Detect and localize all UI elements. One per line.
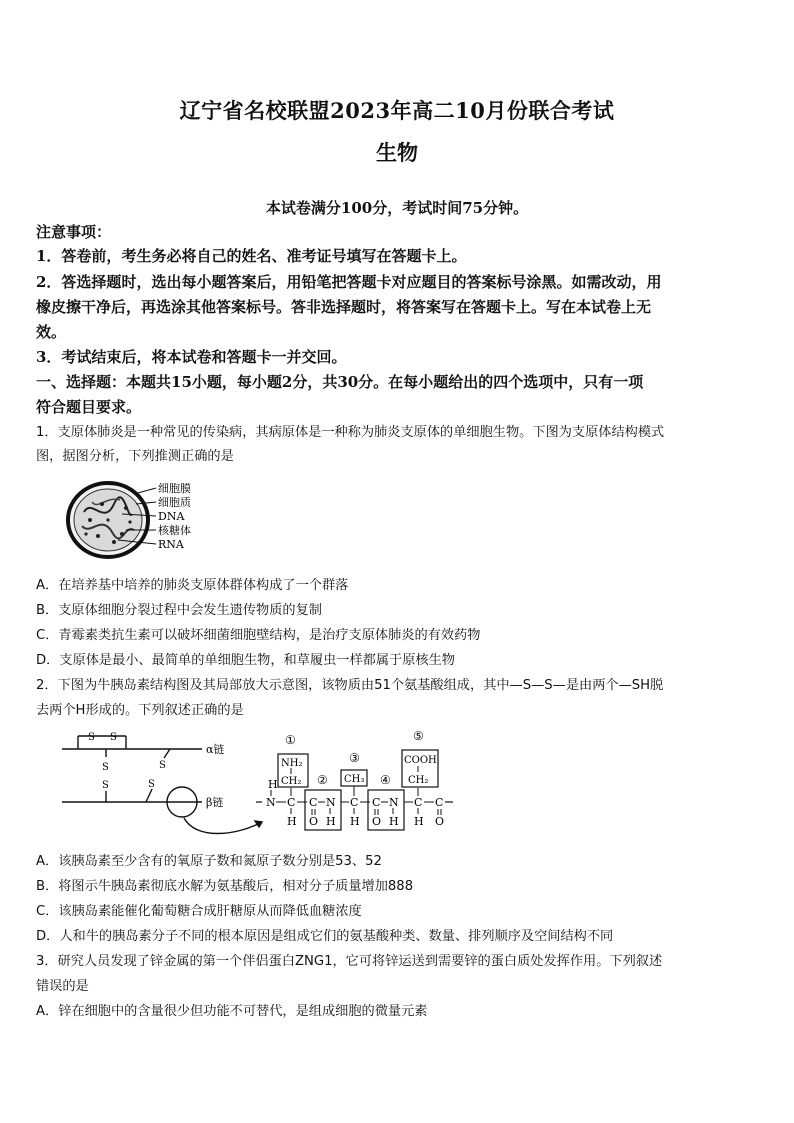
atom-h-c3: H [350,815,360,828]
q1-stem-line-2: 图，据图分析，下列推测正确的是 [36,449,234,464]
s-label-6: S [148,779,155,790]
insulin-structure-diagram [56,724,466,844]
s-label-5: S [159,760,166,771]
atom-c4: C [372,796,381,809]
label-cell-membrane: 细胞膜 [158,482,191,495]
atom-o6: O [435,815,445,828]
atom-h-c1: H [287,815,297,828]
atom-h-n4: H [389,815,399,828]
q1-option-b: B．支原体细胞分裂过程中会发生遗传物质的复制 [36,603,322,618]
label-dna: DNA [158,510,185,523]
beta-chain-label: β链 [206,796,224,809]
r1-ch2: CH₂ [281,776,302,787]
r5-cooh: COOH [404,755,437,766]
atom-o2: O [309,815,319,828]
s-label-4: S [102,780,109,791]
circled-4: ④ [380,773,391,787]
exam-title: 辽宁省名校联盟2023年高二10月份联合考试 [179,98,615,123]
notice-item-1: 1．答卷前，考生务必将自己的姓名、准考证号填写在答题卡上。 [36,247,467,265]
atom-c6: C [435,796,444,809]
atom-h-n1-top: H [268,778,278,791]
s-label-1: S [88,732,95,743]
atom-c3: C [350,796,359,809]
atom-n2: N [326,796,336,809]
atom-h-n2: H [326,815,336,828]
q3-stem-line-2: 错误的是 [36,979,89,994]
q1-option-c: C．青霉素类抗生素可以破坏细菌细胞壁结构，是治疗支原体肺炎的有效药物 [36,628,481,643]
atom-c1: C [287,796,296,809]
circled-3: ③ [349,751,360,765]
atom-c2: C [309,796,318,809]
r3-ch3: CH₃ [344,774,365,785]
atom-n4: N [389,796,399,809]
q2-stem-line-2: 去两个H形成的。下列叙述正确的是 [36,703,244,718]
q2-option-a: A．该胰岛素至少含有的氧原子数和氮原子数分别是53、52 [36,854,382,869]
atom-o4: O [372,815,382,828]
section-1-line-1: 一、选择题：本题共15小题，每小题2分，共30分。在每小题给出的四个选项中，只有一项 [36,373,644,391]
mycoplasma-structure-diagram [62,474,222,566]
q1-option-a: A．在培养基中培养的肺炎支原体群体构成了一个群落 [36,578,349,593]
atom-c5: C [414,796,423,809]
alpha-chain-label: α链 [206,743,225,756]
r5-ch2: CH₂ [408,775,429,786]
q2-option-b: B．将图示牛胰岛素彻底水解为氨基酸后，相对分子质量增加888 [36,879,414,894]
circled-5: ⑤ [413,729,424,743]
q1-option-d: D．支原体是最小、最简单的单细胞生物，和草履虫一样都属于原核生物 [36,653,455,668]
atom-n1: N [266,796,276,809]
label-cytoplasm: 细胞质 [158,496,191,509]
q2-stem-line-1: 2．下图为牛胰岛素结构图及其局部放大示意图，该物质由51个氨基酸组成，其中—S—S—是由两个—SH脱 [36,678,664,693]
notice-item-2-line-3: 效。 [36,323,67,341]
q2-option-c: C．该胰岛素能催化葡萄糖合成肝糖原从而降低血糖浓度 [36,904,362,919]
q1-stem-line-1: 1．支原体肺炎是一种常见的传染病，其病原体是一种称为肺炎支原体的单细胞生物。下图为支原体结构模式 [36,425,665,440]
atom-h-c5: H [414,815,424,828]
q3-stem-line-1: 3．研究人员发现了锌金属的第一个伴侣蛋白ZNG1，它可将锌运送到需要锌的蛋白质处发挥作用。下列叙述 [36,954,663,969]
notice-item-3: 3．考试结束后，将本试卷和答题卡一并交回。 [36,348,347,366]
label-ribosome: 核糖体 [158,524,191,537]
circled-1: ① [285,733,296,747]
s-label-3: S [102,762,109,773]
q3-option-a: A．锌在细胞中的含量很少但功能不可替代，是组成细胞的微量元素 [36,1004,428,1019]
q2-option-d: D．人和牛的胰岛素分子不同的根本原因是组成它们的氨基酸种类、数量、排列顺序及空间结构不同 [36,929,614,944]
label-rna: RNA [158,538,184,551]
section-1-line-2: 符合题目要求。 [36,398,142,416]
notice-heading: 注意事项： [36,223,112,241]
notice-item-2-line-1: 2．答选择题时，选出每小题答案后，用铅笔把答题卡对应题目的答案标号涂黑。如需改动，用 [36,273,662,291]
exam-info: 本试卷满分100分，考试时间75分钟。 [265,199,529,217]
peptide-backbone [256,729,453,830]
exam-subject: 生物 [376,140,418,165]
r1-nh2: NH₂ [281,758,303,769]
circled-2: ② [317,773,328,787]
s-label-2: S [110,732,117,743]
notice-item-2-line-2: 橡皮擦干净后，再选涂其他答案标号。答非选择题时，将答案写在答题卡上。写在本试卷上无 [36,298,652,316]
